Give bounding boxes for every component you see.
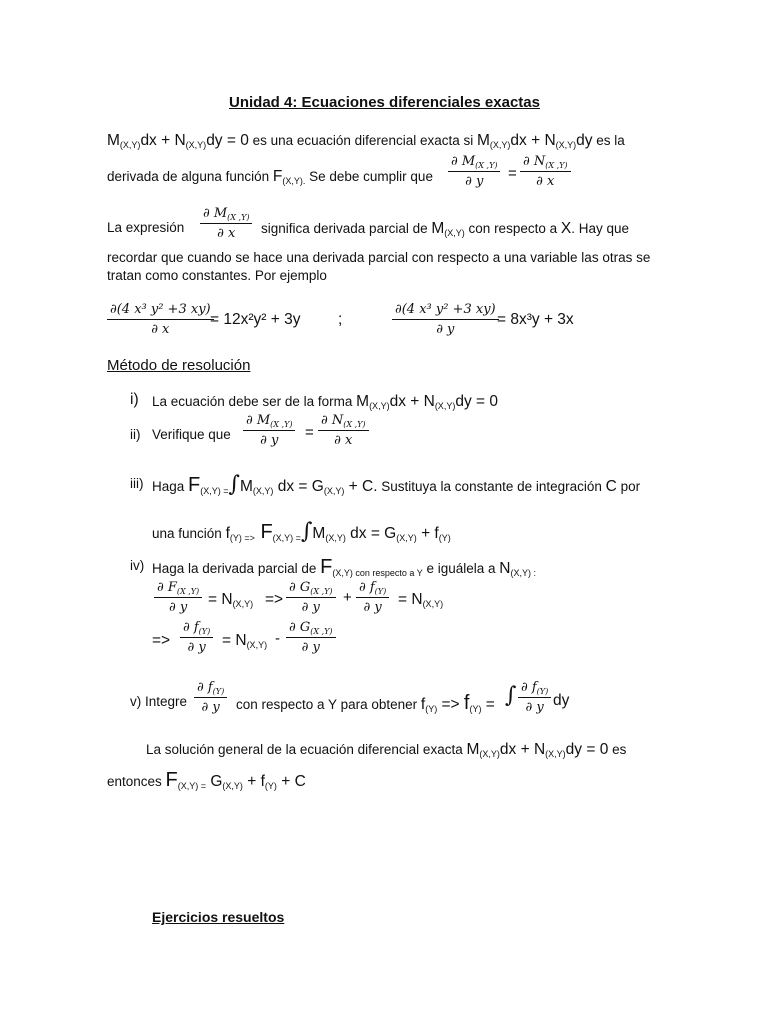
ejercicios-heading: Ejercicios resueltos (152, 909, 285, 925)
step-iv-eq2-sub: (X,Y) (422, 599, 444, 609)
step-iv-eq1 (208, 591, 253, 609)
step-v-frac2-num: ∂ f (521, 680, 537, 695)
solucion-f: F (165, 769, 178, 791)
step-v-frac2-num-sub: (Y) (536, 687, 549, 696)
step-iii-m2: M (312, 525, 326, 542)
step-ii-fraction-1 (243, 413, 295, 448)
intro-n-sub: (X,Y) (185, 140, 207, 150)
expresion-frac-den: ∂ x (217, 226, 236, 241)
step-iv-eq3-text: = N (222, 632, 247, 649)
step-iii-line-1 (152, 472, 640, 497)
step-iv-f3-num-sub: (Y) (374, 587, 387, 596)
step-ii-equals: = (305, 424, 314, 441)
solucion-f-sub: (X,Y) = (177, 781, 207, 791)
step-iv-arrow-1: => (265, 591, 284, 608)
solucion-n-sub: (X,Y) (545, 749, 566, 759)
step-ii-frac1-den: ∂ y (260, 433, 279, 448)
intro-fraction-dm-dy (448, 154, 500, 189)
expresion-frac-num-sub: (X ,Y) (227, 213, 250, 222)
step-iv-f2-den: ∂ y (301, 600, 320, 615)
step-i-desc: La ecuación debe ser de la forma (152, 394, 357, 409)
step-ii-frac2-num: ∂ N (321, 413, 344, 428)
intro-es-la: es la (592, 133, 625, 148)
step-iii-f3-sub: (Y) (438, 533, 451, 543)
step-iii-c: C (605, 478, 617, 495)
step-iii-integral-2: ∫ (300, 519, 313, 544)
step-iv-f-sub: (X,Y) con respecto a Y (332, 568, 423, 578)
step-iv-n-sub: (X,Y) : (510, 568, 536, 578)
step-v-arrow: => (437, 696, 464, 713)
solucion-g-sub: (X,Y) (222, 781, 243, 791)
step-v-eq: = (481, 696, 495, 713)
intro-cumplir: Se debe cumplir que (305, 169, 433, 184)
intro-dx: dx + N (140, 132, 186, 149)
step-iii-dx2: dx = G (345, 525, 397, 542)
intro-fraction-dn-dx (520, 154, 571, 189)
example-separator: ; (338, 311, 343, 328)
intro-frac2-den: ∂ x (536, 174, 555, 189)
step-i-text (152, 393, 498, 411)
step-v-f: f (420, 696, 426, 713)
example-frac1-num: ∂(4 x³ y² +3 xy) (107, 302, 214, 320)
example-frac2-num: ∂(4 x³ y² +3 xy) (392, 302, 499, 320)
step-iii-integral: ∫ (228, 472, 240, 497)
metodo-heading: Método de resolución (107, 357, 251, 374)
intro-text: es una ecuación diferencial exacta si (248, 133, 477, 148)
step-iv-f4-num-sub: (Y) (198, 627, 211, 636)
step-iii-F2-sub: (X,Y) = (272, 533, 301, 543)
step-v-fraction (194, 680, 227, 715)
step-iii-f: F (188, 474, 201, 496)
example-result-1: = 12x²y² + 3y (210, 311, 301, 328)
step-v-frac2-den: ∂ y (525, 700, 544, 715)
step-i-n-sub: (X,Y) (434, 401, 456, 411)
step-iv-plus: + (343, 589, 352, 606)
solucion-es: es (608, 742, 627, 757)
step-v-f2: f (463, 692, 470, 714)
step-iii-f2-sub: (Y) => (229, 533, 255, 543)
step-iii-line-2 (152, 519, 451, 544)
step-ii-fraction-2 (318, 413, 369, 448)
step-iii-plus-f: + f (416, 525, 439, 542)
intro-dx2: dx + N (510, 132, 556, 149)
expresion-fraction (200, 206, 252, 241)
step-iv-f2-num-sub: (X ,Y) (310, 587, 333, 596)
step-ii-label: ii) (130, 427, 141, 442)
solucion-m: M (466, 741, 480, 758)
intro-dy2: dy (576, 132, 593, 149)
step-iv-eq3-sub: (X,Y) (246, 640, 268, 650)
example-fraction-2 (392, 302, 499, 337)
solucion-fy-sub: (Y) (264, 781, 277, 791)
solucion-dy: dy = 0 (565, 741, 609, 758)
step-iii-F2: F (254, 521, 273, 543)
step-iv-f1-num: ∂ F (157, 580, 177, 595)
example-fraction-1 (107, 302, 214, 337)
example-result-2: = 8x³y + 3x (497, 311, 574, 328)
step-iii-m2-sub: (X,Y) (325, 533, 346, 543)
step-i-m: M (356, 393, 370, 410)
step-iv-eq2-text: = N (398, 591, 423, 608)
step-iii-por: por (616, 479, 641, 494)
expresion-m-sub: (X,Y) (444, 228, 465, 238)
step-iv-f5-num: ∂ G (289, 620, 311, 635)
step-i-label: i) (130, 391, 139, 408)
step-v-label: v) Integre (130, 694, 188, 709)
step-v-integral: ∫ (505, 683, 517, 708)
step-iv-f3-num: ∂ f (359, 580, 375, 595)
step-v-text (236, 692, 495, 715)
step-iii-g2-sub: (X,Y) (396, 533, 417, 543)
expresion-respecto: con respecto a (464, 221, 561, 236)
step-ii-frac2-num-sub: (X ,Y) (343, 420, 366, 429)
page-title: Unidad 4: Ecuaciones diferenciales exactas (229, 94, 540, 111)
expresion-m: M (431, 220, 445, 237)
step-iv-fraction-dfy (356, 580, 389, 615)
intro-dy: dy = 0 (206, 132, 249, 149)
step-iii-plus-c: + C. (344, 478, 378, 495)
step-iv-eq1-text: = N (208, 591, 233, 608)
step-iv-fraction-dg-2 (286, 620, 336, 655)
intro-frac1-den: ∂ y (465, 174, 484, 189)
step-v-frac-num: ∂ f (197, 680, 213, 695)
step-iii-f-sub: (X,Y) = (200, 486, 229, 496)
step-v-f2-sub: (Y) (469, 704, 482, 714)
step-iii-dx: dx = G (273, 478, 324, 495)
expresion-significa: significa derivada parcial de (261, 221, 432, 236)
step-v-frac-num-sub: (Y) (212, 687, 225, 696)
expresion-hay-que: . Hay que (571, 221, 629, 236)
step-iv-iguale: e iguálela a (422, 561, 500, 576)
step-i-dx: dx + N (389, 393, 435, 410)
step-iv-arrow-2: => (152, 632, 171, 649)
step-iv-line-1 (152, 556, 536, 579)
solucion-line-2 (107, 769, 306, 792)
intro-m2-sub: (X,Y) (489, 140, 511, 150)
step-iv-eq1-sub: (X,Y) (232, 599, 254, 609)
step-iii-una-funcion: una función (152, 526, 226, 541)
step-iii-m: M (239, 478, 253, 495)
intro-f: F (272, 168, 283, 185)
step-iv-f4-den: ∂ y (187, 640, 206, 655)
intro-m-sub: (X,Y) (119, 140, 141, 150)
solucion-plus-c: + C (276, 773, 306, 790)
solucion-plus-f: + f (242, 773, 265, 790)
step-iv-haga: Haga la derivada parcial de (152, 561, 321, 576)
step-v-dy: dy (553, 692, 570, 709)
intro-derivada: derivada de alguna función (107, 169, 273, 184)
intro-line-1 (107, 132, 625, 150)
expresion-line-2: recordar que cuando se hace una derivada parcial con respecto a una variable las otras se (107, 250, 651, 265)
intro-f-sub: (X,Y). (282, 176, 306, 186)
intro-m: M (107, 132, 120, 149)
expresion-x: X (560, 220, 572, 237)
solucion-m-sub: (X,Y) (479, 749, 500, 759)
expresion-line-1 (261, 220, 629, 238)
step-iii-g-sub: (X,Y) (323, 486, 345, 496)
solucion-entonces: entonces (107, 774, 166, 789)
step-ii-frac1-num: ∂ M (246, 413, 271, 428)
intro-frac1-num-sub: (X ,Y) (475, 161, 498, 170)
step-iv-label: iv) (130, 558, 145, 573)
intro-frac1-num: ∂ M (451, 154, 476, 169)
intro-frac2-num: ∂ N (523, 154, 546, 169)
example-frac1-den: ∂ x (151, 322, 170, 337)
step-iv-fraction-dg (286, 580, 336, 615)
step-iv-f1-den: ∂ y (168, 600, 188, 615)
step-ii-frac1-num-sub: (X ,Y) (270, 420, 293, 429)
step-iii-m-sub: (X,Y) (252, 486, 274, 496)
step-iv-f2-num: ∂ G (289, 580, 311, 595)
solucion-dx: dx + N (499, 741, 546, 758)
step-iv-fraction-df (154, 580, 202, 615)
step-iii-f2: f (225, 525, 230, 542)
solucion-text: La solución general de la ecuación diferencial exacta (146, 742, 467, 757)
step-v-fraction-2 (518, 680, 551, 715)
intro-n2-sub: (X,Y) (555, 140, 577, 150)
step-i-dy: dy = 0 (455, 393, 498, 410)
solucion-g: G (206, 773, 223, 790)
step-iii-sustituya: Sustituya la constante de integración (377, 479, 606, 494)
step-iv-f1-num-sub: (X ,Y) (176, 587, 200, 596)
intro-frac2-num-sub: (X ,Y) (545, 161, 568, 170)
expresion-line-3: tratan como constantes. Por ejemplo (107, 268, 327, 283)
step-i-m-sub: (X,Y) (369, 401, 390, 411)
step-iv-f5-den: ∂ y (301, 640, 320, 655)
step-iv-minus: - (275, 630, 280, 647)
step-iv-f: F (320, 556, 333, 578)
step-iii-haga: Haga (152, 479, 189, 494)
step-iv-n: N (499, 560, 511, 577)
intro-line-2 (107, 168, 433, 186)
step-v-frac-den: ∂ y (201, 700, 220, 715)
expresion-label: La expresión (107, 220, 185, 235)
step-ii-text: Verifique que (152, 427, 231, 442)
example-frac2-den: ∂ y (436, 322, 455, 337)
step-ii-frac2-den: ∂ x (334, 433, 353, 448)
step-iv-fraction-dfy-2 (180, 620, 213, 655)
expresion-frac-num: ∂ M (203, 206, 228, 221)
intro-m2: M (476, 132, 490, 149)
intro-equals: = (508, 165, 517, 182)
step-v-f-sub: (Y) (425, 704, 438, 714)
step-iv-eq2 (398, 591, 443, 609)
step-iv-f4-num: ∂ f (183, 620, 199, 635)
step-iv-f5-num-sub: (X ,Y) (310, 627, 333, 636)
solucion-line-1 (146, 741, 626, 759)
step-iii-label: iii) (130, 476, 144, 491)
step-iv-eq3 (222, 632, 267, 650)
step-iv-f3-den: ∂ y (363, 600, 382, 615)
step-v-respecto: con respecto a Y para obtener (236, 697, 421, 712)
